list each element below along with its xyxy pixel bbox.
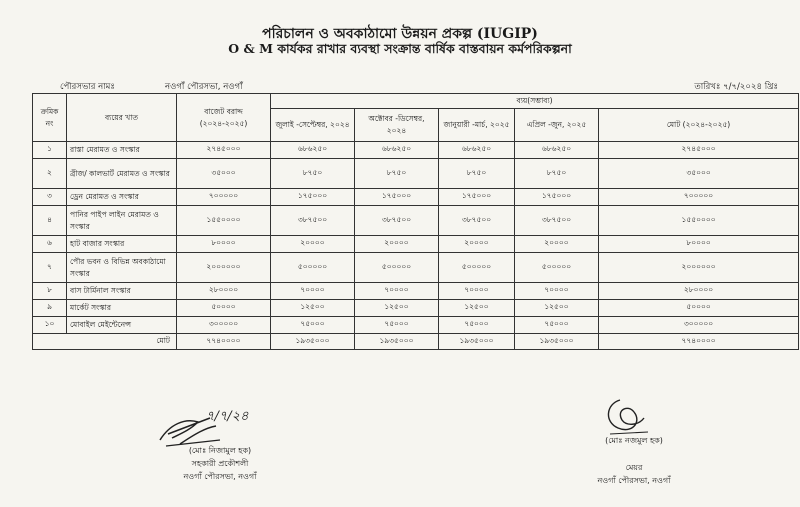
- cell-q4: ৬৮৬২৫০: [515, 142, 599, 159]
- cell-q4: ১৭৫০০০: [515, 189, 599, 206]
- cell-q4: ১২৫০০: [515, 300, 599, 317]
- right-signatory-name: (মোঃ নজমুল হক): [605, 436, 663, 445]
- cell-serial: ৪: [33, 206, 67, 236]
- right-signatory-org: নওগাঁ পৌরসভা, নওগাঁ: [597, 476, 671, 485]
- cell-q4: ৩৮৭৫০০: [515, 206, 599, 236]
- cell-q1: ৮৭৫০: [271, 159, 355, 189]
- cell-total: ২০০০০০০: [599, 253, 799, 283]
- table-row: [33, 142, 799, 159]
- header-q3: জানুয়ারী -মার্চ, ২০২৫: [439, 109, 515, 142]
- cell-q1: ৭০০০০: [271, 283, 355, 300]
- total-q1: ১৯৩৫০০০: [271, 334, 355, 350]
- cell-q2: ১৭৫০০০: [355, 189, 439, 206]
- cell-q2: ৬৮৬২৫০: [355, 142, 439, 159]
- cell-q1: ১২৫০০: [271, 300, 355, 317]
- cell-q4: ৫০০০০০: [515, 253, 599, 283]
- cell-q1: ৫০০০০০: [271, 253, 355, 283]
- table-row: [33, 253, 799, 283]
- total-q4: ১৯৩৫০০০: [515, 334, 599, 350]
- cell-total: ১৫৫০০০০: [599, 206, 799, 236]
- left-signature-date: ৭/৭/২৪: [206, 409, 249, 424]
- cell-total: ৩০০০০০: [599, 317, 799, 334]
- cell-q4: ২০০০০: [515, 236, 599, 253]
- cell-total: ৮০০০০: [599, 236, 799, 253]
- plan-table: [32, 93, 799, 350]
- cell-q2: ৩৮৭৫০০: [355, 206, 439, 236]
- cell-serial: ১০: [33, 317, 67, 334]
- cell-budget: ২৭৪৫০০০: [177, 142, 271, 159]
- cell-q2: ২০০০০: [355, 236, 439, 253]
- cell-q3: ১২৫০০: [439, 300, 515, 317]
- cell-total: ৩৫০০০: [599, 159, 799, 189]
- cell-q1: ৩৮৭৫০০: [271, 206, 355, 236]
- header-expense-head: ব্যয়ের খাত: [67, 94, 177, 142]
- cell-q3: ৭০০০০: [439, 283, 515, 300]
- total-row: [33, 334, 799, 350]
- total-total: ৭৭৪০০০০: [599, 334, 799, 350]
- cell-q3: ১৭৫০০০: [439, 189, 515, 206]
- cell-serial: ২: [33, 159, 67, 189]
- cell-head: পৌর ভবন ও বিভিন্ন অবকাঠামো সংস্কার: [67, 253, 177, 283]
- cell-serial: ৬: [33, 236, 67, 253]
- left-signatory-name: (মোঃ নিজামুল হক): [188, 446, 252, 455]
- total-budget: ৭৭৪০০০০: [177, 334, 271, 350]
- cell-total: ২৮০০০০: [599, 283, 799, 300]
- total-q3: ১৯৩৫০০০: [439, 334, 515, 350]
- table-row: [33, 283, 799, 300]
- cell-total: ২৭৪৫০০০: [599, 142, 799, 159]
- cell-head: হাট বাজার সংস্কার: [67, 236, 177, 253]
- cell-serial: ৩: [33, 189, 67, 206]
- total-q2: ১৯৩৫০০০: [355, 334, 439, 350]
- left-signatory-org: নওগাঁ পৌরসভা, নওগাঁ: [183, 472, 257, 481]
- cell-head: মার্কেট সংস্কার: [67, 300, 177, 317]
- cell-q3: ৮৭৫০: [439, 159, 515, 189]
- cell-serial: ৭: [33, 253, 67, 283]
- cell-head: ড্রেন মেরামত ও সংস্কার: [67, 189, 177, 206]
- right-signature-block: [572, 434, 696, 487]
- cell-q3: ৩৮৭৫০০: [439, 206, 515, 236]
- table-row: [33, 206, 799, 236]
- cell-head: ব্রীজ/ কালভার্ট মেরামত ও সংস্কার: [67, 159, 177, 189]
- cell-budget: ৮০০০০: [177, 236, 271, 253]
- cell-q2: ৭৫০০০: [355, 317, 439, 334]
- header-budget: বাজেট বরাদ্দ (২০২৪-২০২৫): [177, 94, 271, 142]
- cell-q3: ৭৫০০০: [439, 317, 515, 334]
- cell-budget: ৭০০০০০: [177, 189, 271, 206]
- cell-q4: ৭৫০০০: [515, 317, 599, 334]
- cell-budget: ৩০০০০০: [177, 317, 271, 334]
- table-row: [33, 317, 799, 334]
- cell-total: ৭০০০০০: [599, 189, 799, 206]
- header-serial: ক্রমিক নং: [33, 94, 67, 142]
- cell-budget: ১৫৫০০০০: [177, 206, 271, 236]
- cell-q2: ৫০০০০০: [355, 253, 439, 283]
- cell-total: ৫০০০০: [599, 300, 799, 317]
- cell-q4: ৮৭৫০: [515, 159, 599, 189]
- cell-head: রাস্তা মেরামত ও সংস্কার: [67, 142, 177, 159]
- cell-q3: ২০০০০: [439, 236, 515, 253]
- cell-head: বাস টার্মিনাল সংস্কার: [67, 283, 177, 300]
- table-row: [33, 236, 799, 253]
- document-subtitle: O & M কার্যকর রাখার ব্যবস্থা সংক্রান্ত বার্ষিক বাস্তবায়ন কর্মপরিকল্পনা: [228, 41, 572, 56]
- table-row: [33, 300, 799, 317]
- pourashava-label: পৌরসভার নামঃ: [60, 82, 115, 92]
- cell-q2: ১২৫০০: [355, 300, 439, 317]
- cell-q1: ১৭৫০০০: [271, 189, 355, 206]
- left-signature-block: [150, 444, 290, 483]
- cell-serial: ৯: [33, 300, 67, 317]
- right-signatory-title: মেয়র: [625, 463, 643, 472]
- left-signatory-title: সহকারী প্রকৌশলী: [191, 459, 249, 468]
- cell-budget: ২৮০০০০: [177, 283, 271, 300]
- cell-budget: ৫০০০০: [177, 300, 271, 317]
- header-cost-group: ব্যয়(সম্ভাব্য): [271, 94, 799, 109]
- cell-q4: ৭০০০০: [515, 283, 599, 300]
- header-q4: এপ্রিল -জুন, ২০২৫: [515, 109, 599, 142]
- cell-q1: ৭৫০০০: [271, 317, 355, 334]
- total-label: মোট: [33, 334, 177, 350]
- table-row: [33, 189, 799, 206]
- header-total: মোট (২০২৪-২০২৫): [599, 109, 799, 142]
- cell-head: মোবাইল মেইন্টেনেন্স: [67, 317, 177, 334]
- header-q1: জুলাই -সেপ্টেম্বর, ২০২৪: [271, 109, 355, 142]
- cell-q3: ৬৮৬২৫০: [439, 142, 515, 159]
- cell-q1: ৬৮৬২৫০: [271, 142, 355, 159]
- cell-q2: ৮৭৫০: [355, 159, 439, 189]
- cell-q3: ৫০০০০০: [439, 253, 515, 283]
- plan-table-container: [32, 93, 798, 350]
- document-date: তারিখঃ ৭/৭/২০২৪ খ্রিঃ: [694, 82, 778, 92]
- table-row: [33, 159, 799, 189]
- cell-budget: ৩৫০০০: [177, 159, 271, 189]
- cell-budget: ২০০০০০০: [177, 253, 271, 283]
- cell-serial: ১: [33, 142, 67, 159]
- cell-q2: ৭০০০০: [355, 283, 439, 300]
- pourashava-value: নওগাঁ পৌরসভা, নওগাঁ: [165, 82, 243, 92]
- cell-serial: ৮: [33, 283, 67, 300]
- cell-head: পানির পাইপ লাইন মেরামত ও সংস্কার: [67, 206, 177, 236]
- cell-q1: ২০০০০: [271, 236, 355, 253]
- header-q2: অক্টোবর -ডিসেম্বর, ২০২৪: [355, 109, 439, 142]
- document-title: পরিচালন ও অবকাঠামো উন্নয়ন প্রকল্প (IUGIP): [262, 26, 538, 42]
